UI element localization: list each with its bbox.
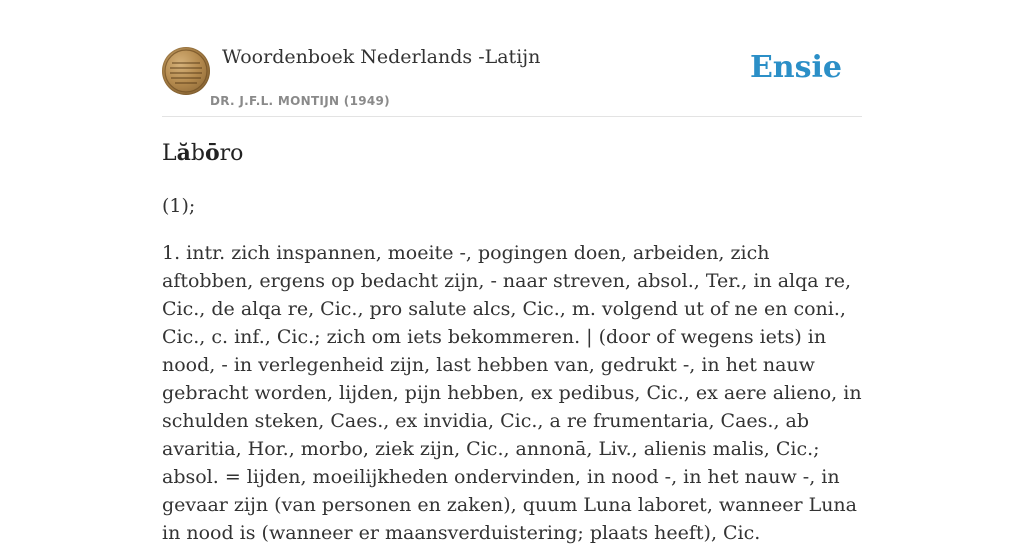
coin-seal-icon[interactable] [162,47,210,95]
title-part: ro [219,141,244,166]
dictionary-header [162,40,862,117]
book-title[interactable]: Woordenboek Nederlands -Latijn [222,46,541,68]
entry-paragraph: (1); [162,195,196,217]
entry-paragraph: 1. intr. zich inspannen, moeite -, pogingen doen, arbeiden, zich aftobben, ergens op bedacht zijn, - naar streven, absol., Ter., in alqa re, Cic., de alqa re, Cic., pro salute alcs, Cic., m. volgend ut of ne en coni., Cic., c. inf., Cic.; zich om iets bekommeren. | (door of wegens iets) in nood, - in verlegenheid zijn, last hebben van, gedrukt -, in het nauw gebracht worden, lijden, pijn hebben, ex pedibus, Cic., ex aere alieno, in schulden steken, Caes., ex invidia, Cic., a re frumentaria, Caes., ab avaritia, Hor., morbo, ziek zijn, Cic., annonā, Liv., alienis malis, Cic.; absol. = lijden, moeilijkheden ondervinden, in nood -, in het nauw -, in gevaar zijn (van personen en zaken), quum Luna laboret, wanneer Luna in nood is (wanneer er maansverduistering; plaats heeft), Cic. [162,242,862,544]
book-author: DR. J.F.L. MONTIJN (1949) [210,94,390,108]
title-part: b [190,141,205,166]
title-part-accented: ō [204,140,220,166]
ensie-logo[interactable]: Ensie [749,50,842,85]
entry-title [162,140,243,166]
title-part: L [162,141,177,166]
title-part-accented: ă [176,140,191,166]
